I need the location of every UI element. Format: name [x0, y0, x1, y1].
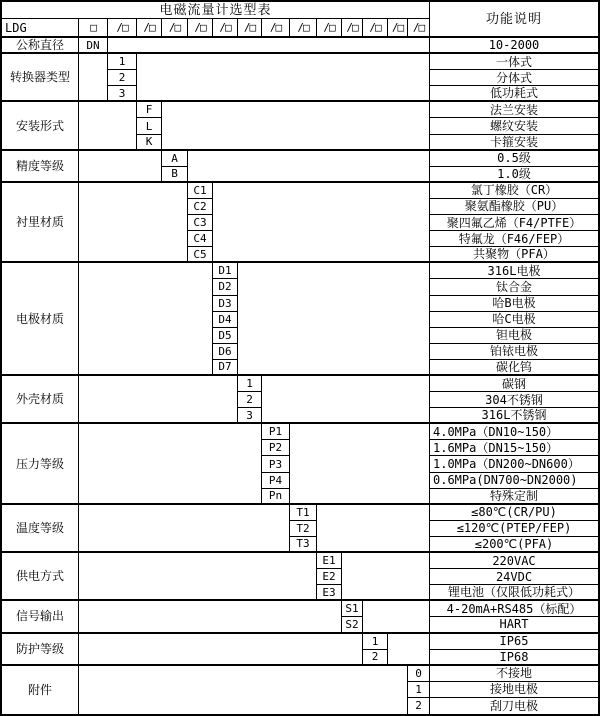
group-label: 衬里材质 — [2, 183, 79, 263]
spacer-cell — [79, 54, 108, 102]
function-cell: 304不锈钢 — [430, 392, 598, 408]
spacer-cell — [290, 424, 430, 504]
code-cell: L — [137, 118, 162, 134]
code-cell: D4 — [213, 312, 238, 328]
code-cell: P3 — [262, 456, 290, 472]
group-label: 压力等级 — [2, 424, 79, 504]
code-cell: 0 — [408, 666, 430, 682]
code-cell: B — [162, 167, 188, 183]
function-cell: 316L不锈钢 — [430, 408, 598, 424]
function-cell: 钛合金 — [430, 279, 598, 295]
spacer-cell — [79, 666, 408, 714]
function-cell: 锂电池（仅限低功耗式） — [430, 585, 598, 601]
table-title: 电磁流量计选型表 — [2, 2, 430, 19]
spacer-cell — [79, 634, 363, 666]
code-cell: A — [162, 151, 188, 167]
function-cell: 1.0MPa（DN200~DN600） — [430, 456, 598, 472]
function-cell: 法兰安装 — [430, 102, 598, 118]
code-cell: T2 — [290, 521, 317, 537]
function-cell: ≤200℃(PFA) — [430, 537, 598, 553]
model-box-cell: /□ — [408, 19, 430, 38]
function-cell: 分体式 — [430, 70, 598, 86]
function-cell: 220VAC — [430, 553, 598, 569]
model-box-cell: /□ — [137, 19, 162, 38]
function-column-header: 功能说明 — [430, 2, 598, 38]
spacer-cell — [79, 102, 137, 150]
function-cell: 哈C电极 — [430, 312, 598, 328]
code-cell: Pn — [262, 489, 290, 505]
function-cell: ≤120℃(PTEP/FEP) — [430, 521, 598, 537]
group-label: 防护等级 — [2, 634, 79, 666]
model-box-cell: /□ — [317, 19, 342, 38]
group-label: 供电方式 — [2, 553, 79, 601]
code-cell: 1 — [363, 634, 388, 650]
code-cell: S2 — [342, 617, 363, 633]
group-label: 转换器类型 — [2, 54, 79, 102]
spacer-cell — [79, 424, 262, 504]
group-label: 安装形式 — [2, 102, 79, 150]
function-cell: 0.5级 — [430, 151, 598, 167]
function-cell: 螺纹安装 — [430, 118, 598, 134]
function-cell: 一体式 — [430, 54, 598, 70]
code-cell: D1 — [213, 263, 238, 279]
function-cell: 特殊定制 — [430, 489, 598, 505]
function-cell: 24VDC — [430, 569, 598, 585]
function-cell: 铂铱电极 — [430, 344, 598, 360]
function-cell: IP65 — [430, 634, 598, 650]
function-cell: 氯丁橡胶（CR） — [430, 183, 598, 199]
function-cell: 刮刀电极 — [489, 698, 538, 713]
function-cell: 哈B电极 — [430, 296, 598, 312]
code-cell: E2 — [317, 569, 342, 585]
code-cell: F — [137, 102, 162, 118]
model-box-cell: /□ — [108, 19, 137, 38]
spacer-cell — [79, 376, 238, 424]
model-box-cell: /□ — [388, 19, 408, 38]
model-box-cell: /□ — [238, 19, 262, 38]
code-cell: P1 — [262, 424, 290, 440]
code-cell: E1 — [317, 553, 342, 569]
model-box-cell: /□ — [342, 19, 363, 38]
function-cell: 低功耗式 — [430, 86, 598, 102]
code-cell: 1 — [408, 682, 430, 698]
code-cell: 2 — [238, 392, 262, 408]
group-label: 电极材质 — [2, 263, 79, 376]
group-label: 公称直径 — [2, 38, 79, 54]
group-label: 温度等级 — [2, 505, 79, 553]
code-cell: T1 — [290, 505, 317, 521]
code-cell: P2 — [262, 440, 290, 456]
function-cell: ≤80℃(CR/PU) — [430, 505, 598, 521]
code-cell: E3 — [317, 585, 342, 601]
code-cell: C1 — [188, 183, 213, 199]
code-cell: D6 — [213, 344, 238, 360]
function-cell: 1.6MPa（DN15~150） — [430, 440, 598, 456]
spacer-cell — [79, 553, 317, 601]
function-cell: 碳钢 — [430, 376, 598, 392]
code-cell: C2 — [188, 199, 213, 215]
function-cell: 碳化钨 — [430, 360, 598, 376]
code-cell: K — [137, 135, 162, 151]
code-cell: 2 — [363, 650, 388, 666]
code-cell: DN — [79, 38, 108, 54]
code-cell: C4 — [188, 231, 213, 247]
code-cell: 3 — [108, 86, 137, 102]
function-cell: 316L电极 — [430, 263, 598, 279]
spacer-cell — [79, 151, 162, 183]
function-cell: 聚氨酯橡胶（PU） — [430, 199, 598, 215]
function-cell: 特氟龙（F46/FEP） — [430, 231, 598, 247]
function-cell: 10-2000 — [430, 38, 598, 54]
code-cell: D2 — [213, 279, 238, 295]
function-cell: HART — [430, 617, 598, 633]
code-cell: T3 — [290, 537, 317, 553]
spacer-cell — [108, 38, 430, 54]
spacer-cell — [213, 183, 430, 263]
model-box-cell: □ — [79, 19, 108, 38]
model-box-cell: /□ — [162, 19, 188, 38]
group-label: 信号输出 — [2, 601, 79, 633]
spacer-cell — [79, 505, 290, 553]
code-cell: S1 — [342, 601, 363, 617]
spacer-cell — [317, 505, 430, 553]
spacer-cell — [342, 553, 430, 601]
model-box-cell: /□ — [213, 19, 238, 38]
spacer-cell — [79, 601, 342, 633]
spacer-cell — [238, 263, 430, 376]
spacer-cell — [262, 376, 430, 424]
code-cell: D7 — [213, 360, 238, 376]
function-cell: 0.6MPa(DN700~DN2000) — [430, 473, 598, 489]
spacer-cell — [79, 263, 213, 376]
code-cell: P4 — [262, 473, 290, 489]
model-prefix: LDG — [2, 19, 79, 38]
code-cell: 3 — [238, 408, 262, 424]
function-cell: 1.0级 — [430, 167, 598, 183]
function-cell: 卡箍安装 — [430, 135, 598, 151]
code-cell: 1 — [108, 54, 137, 70]
code-cell: C5 — [188, 247, 213, 263]
function-cell: 4.0MPa（DN10~150） — [430, 424, 598, 440]
function-cell: 4-20mA+RS485（标配） — [430, 601, 598, 617]
spacer-cell — [137, 54, 430, 102]
code-cell: 1 — [238, 376, 262, 392]
group-label: 外壳材质 — [2, 376, 79, 424]
function-cell: 聚四氟乙烯（F4/PTFE） — [430, 215, 598, 231]
group-label: 附件 — [2, 666, 79, 714]
spacer-cell — [363, 601, 430, 633]
model-box-cell: /□ — [290, 19, 317, 38]
model-box-cell: /□ — [363, 19, 388, 38]
spacer-cell — [79, 183, 188, 263]
code-cell: 2 — [108, 70, 137, 86]
group-label: 精度等级 — [2, 151, 79, 183]
model-box-cell: /□ — [188, 19, 213, 38]
function-cell: 不接地 — [430, 666, 598, 682]
code-cell: D5 — [213, 328, 238, 344]
function-cell: 钽电极 — [430, 328, 598, 344]
spacer-cell — [162, 102, 430, 150]
spacer-cell — [188, 151, 430, 183]
spacer-cell — [388, 634, 430, 666]
function-cell: 共聚物（PFA） — [430, 247, 598, 263]
model-box-cell: /□ — [262, 19, 290, 38]
code-cell: D3 — [213, 296, 238, 312]
function-cell: IP68 — [430, 650, 598, 666]
code-cell: 2 — [408, 698, 430, 714]
code-cell: C3 — [188, 215, 213, 231]
function-cell: 接地电极 — [430, 682, 598, 698]
